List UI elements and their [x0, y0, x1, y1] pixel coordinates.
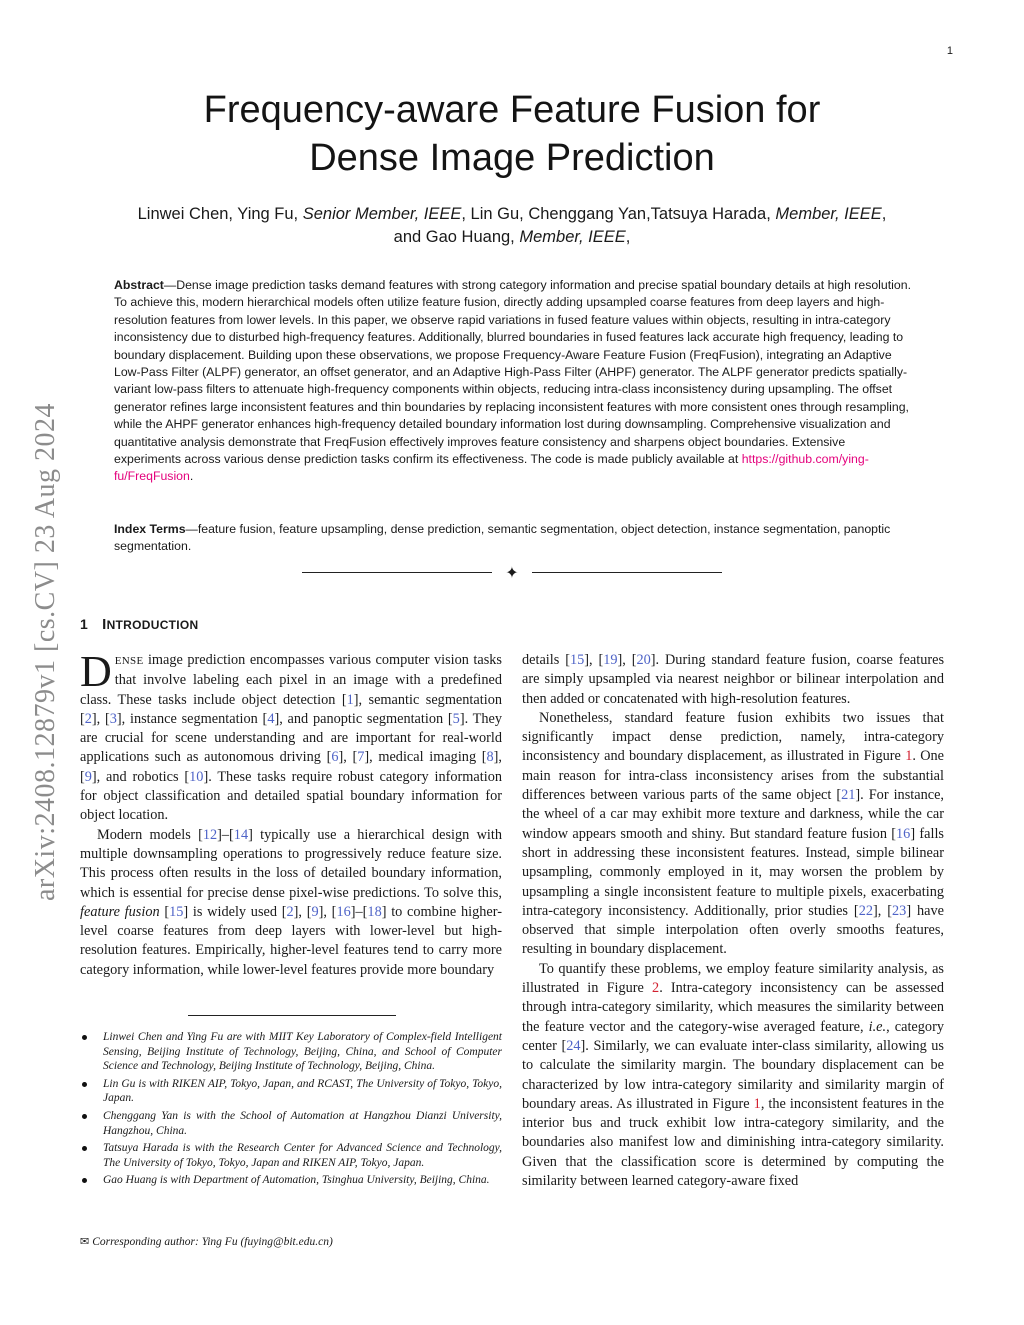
- index-terms-text: —feature fusion, feature upsampling, dense prediction, semantic segmentation, object detection, instance segmentation, panoptic segmentation.: [114, 522, 891, 554]
- bullet-icon: [82, 1082, 87, 1087]
- figure-link[interactable]: 2: [652, 980, 660, 997]
- footnote-item: Tatsuya Harada is with the Research Center for Advanced Science and Technology, The University of Tokyo, Tokyo, Japan and RIKEN AIP, Tokyo, Japan.: [80, 1141, 502, 1170]
- citation-link[interactable]: 22: [858, 902, 873, 919]
- title-line-1: Frequency-aware Feature Fusion for: [203, 89, 821, 131]
- author-line-2: and Gao Huang, Member, IEEE,: [393, 228, 631, 246]
- citation-link[interactable]: 23: [892, 902, 907, 919]
- citation-link[interactable]: 16: [336, 903, 351, 920]
- citation-link[interactable]: 2: [84, 710, 92, 727]
- bullet-icon: [82, 1178, 87, 1183]
- citation-link[interactable]: 10: [189, 768, 204, 785]
- figure-link[interactable]: 1: [905, 748, 913, 765]
- intro-paragraph-2: Modern models [12]–[14] typically use a hierarchical design with multiple downsampling operations to progressively reduce feature size. This process often results in the loss of detailed boundary information, which is essential for precise dense pixel-wise predictions. To solve this, feature fusion [15] is widely used [2], [9], [16]–[18] to combine higher-level coarse features from deep layers with lower-level but high-resolution features. Empirically, higher-level features tend to carry more category information, while lower-level features provide more boundary: [80, 826, 502, 978]
- citation-link[interactable]: 15: [169, 903, 184, 920]
- citation-link[interactable]: 12: [202, 826, 218, 843]
- bullet-icon: [82, 1146, 87, 1151]
- intro-paragraph-4: Nonetheless, standard feature fusion exhibits two issues that significantly impact dense prediction, namely, intra-category inconsistency and boundary displacement, as illustrated in Figure 1. One main reason for intra-class inconsistency arises from the substantial differences between various parts of the same object [21]. For instance, the wheel of a car may exhibit more texture and darkness, while the car window appears smooth and shiny. But standard feature fusion [16] falls short in addressing these inconsistent features. Instead, simple bilinear upsampling, commonly employed in it, may worsen the problem by upsampling a single inconsistent feature to multiple pixels, exacerbating intra-category inconsistency. Additionally, prior studies [22], [23] have observed that simple interpolation often overly smooths features, resulting in boundary displacement.: [522, 709, 944, 958]
- intro-right-column: [522, 651, 944, 1257]
- intro-paragraph-5: To quantify these problems, we employ feature similarity analysis, as illustrated in Figure 2. Intra-category inconsistency can be assessed through intra-category similarity, which measures the similarity between the feature vector and the category-wise averaged feature, i.e., category center [24]. Similarly, we can evaluate inter-class similarity, allowing us to calculate the similarity margin. The boundary displacement can be characterized by low intra-category similarity and similarity margin of boundary areas. As illustrated in Figure 1, the inconsistent features in the interior bus and truck exhibit low intra-category similarity, and the boundaries also manifest low and diminishing intra-category similarity. Given that the classification score is determined by computing the similarity between learned category-aware fixed: [522, 960, 944, 1190]
- arxiv-stamp-text: arXiv:2408.12879v1 [cs.CV] 23 Aug 2024: [30, 402, 61, 902]
- citation-link[interactable]: 5: [452, 710, 460, 727]
- paper-title: [150, 86, 874, 182]
- affiliation-footnotes: [80, 1030, 502, 1191]
- citation-link[interactable]: 16: [896, 825, 911, 842]
- index-terms: [114, 521, 914, 556]
- section-separator: [300, 563, 724, 583]
- citation-link[interactable]: 9: [311, 903, 319, 920]
- author-list: [80, 203, 944, 249]
- intro-paragraph-1: DENSE image prediction encompasses various computer vision tasks that involve labeling each pixel in an image with a predefined class. These tasks include object detection [1], semantic segmentation [2], [3], instance segmentation [4], and panoptic segmentation [5]. They are crucial for scene understanding and are important for real-world applications such as autonomous driving [6], [7], medical imaging [8], [9], and robotics [10]. These tasks require robust category information for object classification and detailed spatial boundary information for object location.: [80, 651, 502, 824]
- citation-link[interactable]: 21: [841, 787, 856, 804]
- section-number: 1: [80, 616, 89, 632]
- title-line-2: Dense Image Prediction: [309, 137, 715, 179]
- page-number: 1: [946, 45, 953, 57]
- separator-line-right: [532, 572, 722, 573]
- citation-link[interactable]: 9: [84, 768, 92, 785]
- code-link[interactable]: https://github.com/ying-fu/FreqFusion: [114, 452, 869, 484]
- citation-link[interactable]: 3: [109, 710, 117, 727]
- citation-link[interactable]: 7: [357, 749, 365, 766]
- intro-left-column: [80, 651, 502, 1003]
- bullet-icon: [82, 1114, 87, 1119]
- bullet-icon: [82, 1035, 87, 1040]
- drop-cap: D: [80, 651, 112, 696]
- section-heading-introduction: 1 INTRODUCTION: [80, 616, 199, 633]
- separator-line-left: [302, 572, 492, 573]
- citation-link[interactable]: 14: [233, 826, 249, 843]
- citation-link[interactable]: 6: [331, 749, 339, 766]
- citation-link[interactable]: 2: [286, 903, 294, 920]
- envelope-icon: ✉: [80, 1235, 90, 1248]
- footnote-item: Chenggang Yan is with the School of Automation at Hangzhou Dianzi University, Hangzhou, China.: [80, 1109, 502, 1138]
- footnote-rule: [188, 1015, 396, 1016]
- citation-link[interactable]: 19: [603, 652, 618, 668]
- citation-link[interactable]: 18: [367, 903, 382, 920]
- citation-link[interactable]: 4: [267, 710, 275, 727]
- footnote-item: Gao Huang is with Department of Automation, Tsinghua University, Beijing, China.: [80, 1173, 502, 1188]
- author-line-1: Linwei Chen, Ying Fu, Senior Member, IEEE, Lin Gu, Chenggang Yan,Tatsuya Harada, Member, IEEE,: [137, 205, 887, 223]
- citation-link[interactable]: 8: [486, 749, 494, 766]
- abstract-label: Abstract: [114, 278, 164, 292]
- footnote-item: Lin Gu is with RIKEN AIP, Tokyo, Japan, and RCAST, The University of Tokyo, Tokyo, Japan.: [80, 1077, 502, 1106]
- figure-link[interactable]: 1: [753, 1095, 761, 1112]
- citation-link[interactable]: 20: [636, 652, 651, 668]
- abstract-text: —Dense image prediction tasks demand features with strong category information and precise spatial boundary details at high resolution. To achieve this, modern hierarchical models often utilize feature fusion, directly adding upsampled coarse features from deep layers and high-resolution features from lower levels. In this paper, we observe rapid variations in fused feature values within objects, resulting in intra-category inconsistency due to disturbed high-frequency features. Additionally, blurred boundaries in fused features lack accurate high frequency, leading to boundary displacement. Building upon these observations, we propose Frequency-Aware Feature Fusion (FreqFusion), integrating an Adaptive Low-Pass Filter (ALPF) generator, an offset generator, and an Adaptive High-Pass Filter (AHPF) generator. The ALPF generator predicts spatially-variant low-pass filters to attenuate high-frequency components within objects, reducing intra-class inconsistency during upsampling. The offset generator refines large inconsistent features and thin boundaries by replacing inconsistent features with more consistent ones through resampling, while the AHPF generator enhances high-frequency detailed boundary information lost during downsampling. Comprehensive visualization and quantitative analysis demonstrate that FreqFusion effectively improves feature consistency and sharpens object boundaries. Extensive experiments across various dense prediction tasks confirm its effectiveness. The code is made publicly available at: [114, 278, 911, 467]
- footnote-item: Linwei Chen and Ying Fu are with MIIT Key Laboratory of Complex-field Intelligent Sensing, Beijing Institute of Technology, Beijing, China, and School of Computer Science and Technology, Beijing Institute of Technology, Beijing, China.: [80, 1030, 502, 1074]
- citation-link[interactable]: 1: [346, 691, 354, 708]
- corresponding-author: ✉ Corresponding author: Ying Fu (fuying@bit.edu.cn): [80, 1235, 333, 1248]
- citation-link[interactable]: 24: [566, 1037, 581, 1054]
- separator-star-icon: ✦: [505, 563, 519, 582]
- intro-paragraph-3: details [15], [19], [20]. During standard feature fusion, coarse features are simply upsampled via nearest neighbor or bilinear interpolation and then added or concatenated with high-resolution features.: [522, 652, 944, 707]
- index-terms-label: Index Terms: [114, 522, 186, 536]
- citation-link[interactable]: 15: [569, 652, 585, 668]
- emphasis: feature fusion: [80, 903, 160, 920]
- abstract: Abstract—Dense image prediction tasks demand features with strong category information and precise spatial boundary details at high resolution. To achieve this, modern hierarchical models often utilize feature fusion, directly adding upsampled coarse features from deep layers and high-resolution features from lower levels. In this paper, we observe rapid variations in fused feature values within objects, resulting in intra-category inconsistency due to disturbed high-frequency features. Additionally, blurred boundaries in fused features lack accurate high frequency, leading to boundary displacement. Building upon these observations, we propose Frequency-Aware Feature Fusion (FreqFusion), integrating an Adaptive Low-Pass Filter (ALPF) generator, an offset generator, and an Adaptive High-Pass Filter (AHPF) generator. The ALPF generator predicts spatially-variant low-pass filters to attenuate high-frequency components within objects, reducing intra-class inconsistency during upsampling. The offset generator refines large inconsistent features and thin boundaries by replacing inconsistent features with more consistent ones through resampling, while the AHPF generator enhances high-frequency detailed boundary information lost during downsampling. Comprehensive visualization and quantitative analysis demonstrate that FreqFusion effectively improves feature consistency and sharpens object boundaries. Extensive experiments across various dense prediction tasks confirm its effectiveness. The code is made publicly available at https://github.com/ying-fu/FreqFusion.: [114, 278, 911, 484]
